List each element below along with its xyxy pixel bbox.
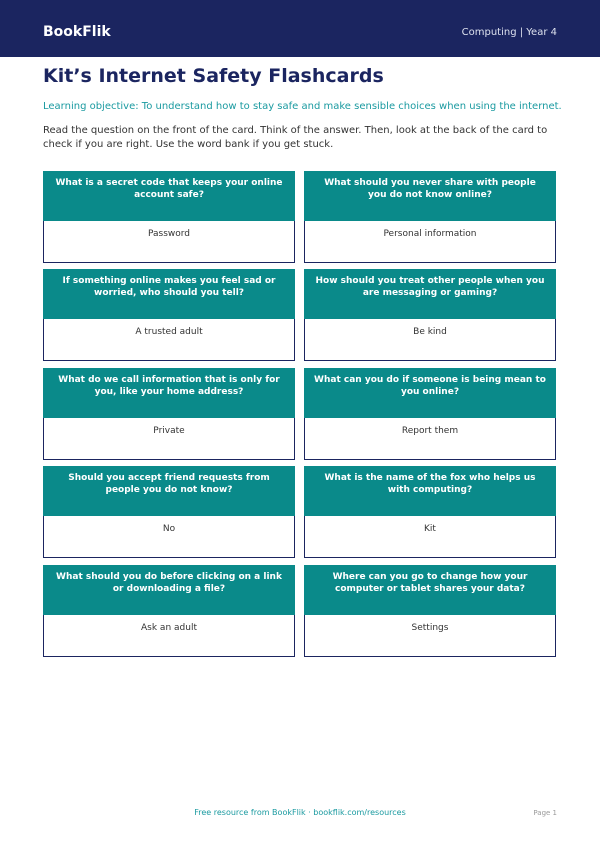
card-answer: No bbox=[43, 516, 295, 558]
page-title: Kit’s Internet Safety Flashcards bbox=[43, 65, 384, 87]
card-question: What do we call information that is only for you, like your home address? bbox=[43, 368, 295, 418]
flashcard[interactable] bbox=[304, 565, 556, 657]
card-question: What should you do before clicking on a link or downloading a file? bbox=[43, 565, 295, 615]
header-bar bbox=[0, 0, 600, 57]
flashcard[interactable] bbox=[304, 269, 556, 361]
card-answer: Settings bbox=[304, 615, 556, 657]
flashcard[interactable] bbox=[43, 565, 295, 657]
card-answer: Kit bbox=[304, 516, 556, 558]
card-question: How should you treat other people when you are messaging or gaming? bbox=[304, 269, 556, 319]
card-answer: Report them bbox=[304, 418, 556, 460]
page-number: Page 1 bbox=[533, 809, 557, 817]
flashcard[interactable] bbox=[43, 269, 295, 361]
footer-link[interactable]: Free resource from BookFlik · bookflik.com/resources bbox=[194, 808, 406, 817]
flashcard[interactable] bbox=[304, 171, 556, 263]
card-question: If something online makes you feel sad or worried, who should you tell? bbox=[43, 269, 295, 319]
card-question: What can you do if someone is being mean to you online? bbox=[304, 368, 556, 418]
card-answer: A trusted adult bbox=[43, 319, 295, 361]
card-question: Where can you go to change how your computer or tablet shares your data? bbox=[304, 565, 556, 615]
card-question: What should you never share with people you do not know online? bbox=[304, 171, 556, 221]
card-answer: Password bbox=[43, 221, 295, 263]
learning-objective: Learning objective: To understand how to stay safe and make sensible choices when using the internet. bbox=[43, 101, 562, 112]
flashcard[interactable] bbox=[304, 368, 556, 460]
card-answer: Personal information bbox=[304, 221, 556, 263]
card-question: Should you accept friend requests from people you do not know? bbox=[43, 466, 295, 516]
flashcard[interactable] bbox=[304, 466, 556, 558]
flashcard[interactable] bbox=[43, 368, 295, 460]
flashcard[interactable] bbox=[43, 466, 295, 558]
brand-logo-text[interactable]: BookFlik bbox=[43, 24, 111, 40]
card-answer: Ask an adult bbox=[43, 615, 295, 657]
card-question: What is the name of the fox who helps us with computing? bbox=[304, 466, 556, 516]
instructions: Read the question on the front of the card. Think of the answer. Then, look at the back of the card to check if you are right. Use the word bank if you get stuck. bbox=[43, 125, 548, 150]
card-question: What is a secret code that keeps your online account safe? bbox=[43, 171, 295, 221]
card-answer: Be kind bbox=[304, 319, 556, 361]
subject-year-label: Computing | Year 4 bbox=[461, 27, 557, 38]
card-answer: Private bbox=[43, 418, 295, 460]
flashcard[interactable] bbox=[43, 171, 295, 263]
